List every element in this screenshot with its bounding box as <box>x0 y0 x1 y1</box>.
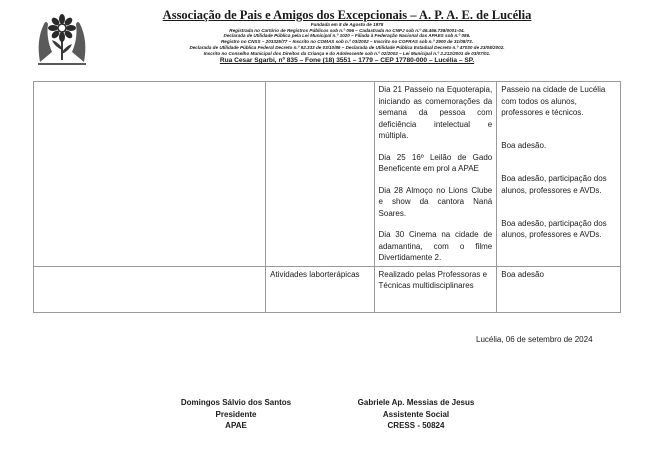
table-row <box>34 266 621 312</box>
letterhead-text <box>112 8 582 65</box>
signer-role: Assistente Social <box>382 409 450 419</box>
activity-text: Dia 25 16º Leilão de Gado Beneficente em prol a APAE <box>378 152 493 173</box>
table-cell-empty <box>266 82 374 267</box>
activity-result: Boa adesão, participação dos alunos, professores e AVDs. <box>501 218 607 239</box>
registry-line: Registrada no Cartório de Registros Públicos sob n.º 096 – Cadastrada no CNPJ sob n.º 46.466.738/0001-04. <box>229 27 465 33</box>
signer-org: CRESS - 50824 <box>387 421 445 430</box>
council-line: Inscrito no Conselho Municipal dos Direitos da Criança e do Adolescente sob n.º 02/2002 – Lei Municipal n.º 2.212/2001 de 03/07/01. <box>203 50 491 56</box>
founding-line: Fundada em 8 de Agosto de 1978 <box>310 22 384 27</box>
table-row <box>34 82 621 267</box>
activity-text: Dia 28 Almoço no Lions Clube e show da cantora Naná Soares. <box>378 185 493 218</box>
table-cell-description: Realizado pelas Professoras e Técnicas multidisciplinares <box>374 266 497 312</box>
letterhead <box>0 0 651 72</box>
signature-block-social-worker <box>330 397 502 432</box>
activities-table <box>33 81 621 313</box>
activity-result: Passeio na cidade de Lucélia com todos os alunos, professores e técnicos. <box>501 85 606 117</box>
federal-line: Declarada de Utilidade Pública Federal Decreto n.º 92.333 de 03/10/86 – Declarada de Utilidade Pública Estadual Decreto n.º 47030 de 23/08/2002. <box>189 44 505 50</box>
table-cell-empty <box>34 266 266 312</box>
activity-text: Dia 21 Passeio na Equoterapia, iniciando as comemorações da semana da pessoa com deficiência intelectual e múltipla. <box>378 85 493 140</box>
activity-text: Dia 30 Cinema na cidade de adamantina, com o filme Divertidamente 2. <box>378 230 493 262</box>
table-cell-result: Boa adesão <box>497 266 621 312</box>
activity-result: Boa adesão, participação dos alunos, professores e AVDs. <box>501 174 607 195</box>
table-cell-empty <box>34 82 266 267</box>
signer-role: Presidente <box>215 409 257 419</box>
signature-block-president <box>150 397 322 432</box>
organization-title: Associação de Pais e Amigos dos Excepcionais – A. P. A. E. de Lucélia <box>162 8 532 22</box>
municipal-line: Declarada de Utilidade Pública pela Lei Municipal n.º 1020 – Filiada à Federação Nacional das APAES sob n.º 086. <box>223 33 471 39</box>
signer-name: Gabriele Ap. Messias de Jesus <box>357 398 475 407</box>
table-cell-label: Atividades laborterápicas <box>266 266 374 312</box>
activity-result: Boa adesão. <box>501 141 547 150</box>
date-line: Lucélia, 06 de setembro de 2024 <box>476 335 593 344</box>
signer-org: APAE <box>225 421 247 430</box>
table-cell-activities <box>374 82 497 267</box>
table-cell-results <box>497 82 621 267</box>
address-line: Rua Cesar Sgarbi, nº 835 – Fone (18) 3551 – 1779 – CEP 17780-000 – Lucélia – SP. <box>219 57 475 65</box>
apae-flower-hands-logo-icon <box>34 10 90 66</box>
signer-name: Domingos Sálvio dos Santos <box>180 398 292 407</box>
cnss-line: Registro no CNSS – 203325/77 – Inscrito no COMAS sob n.º 03/2002 – Inscrito no COFRAS sob n.º 2900 de 31/08/73. <box>220 39 473 45</box>
